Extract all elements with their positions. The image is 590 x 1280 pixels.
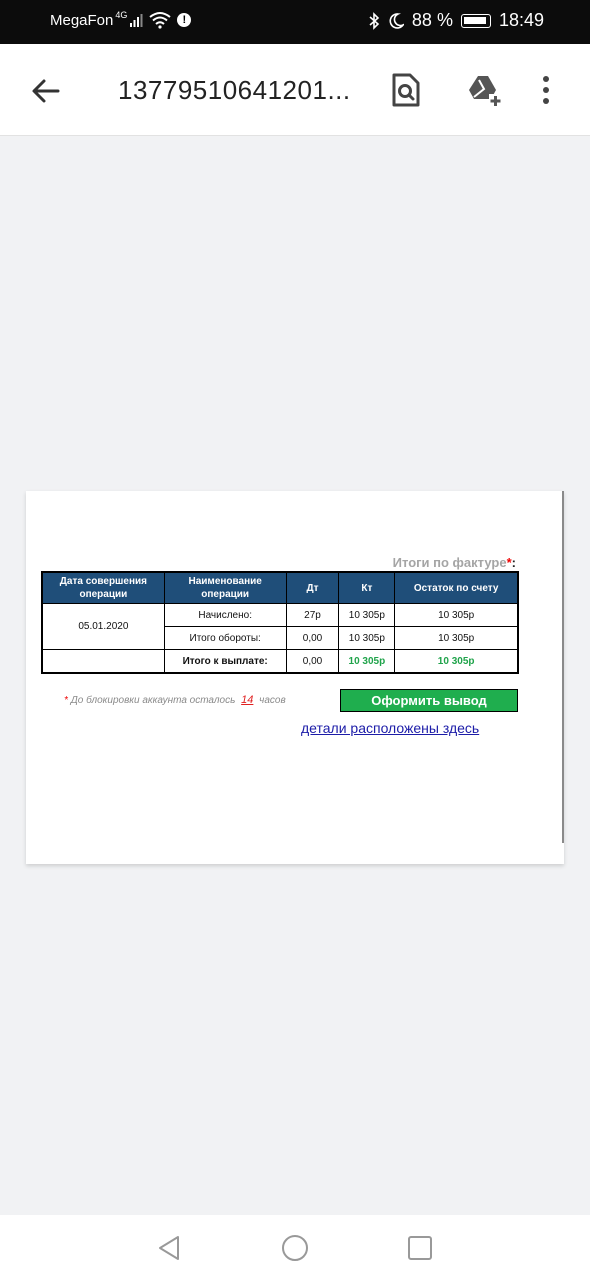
- operation-name: Начислено:: [164, 604, 286, 627]
- network-type: 4G: [115, 10, 128, 20]
- operation-date: 05.01.2020: [43, 604, 165, 650]
- status-left: [50, 11, 191, 29]
- battery-percent: 88 %: [411, 10, 453, 30]
- kt-value: 10 305р: [339, 650, 395, 673]
- bluetooth-icon: [368, 12, 380, 30]
- hours-left: 14: [241, 694, 254, 706]
- navigation-bar: [0, 1215, 590, 1280]
- battery-icon: [461, 14, 491, 28]
- invoice-totals-label: Итоги по фактуре*:: [392, 555, 516, 570]
- kt-value: 10 305р: [339, 627, 395, 650]
- dt-value: 0,00: [286, 650, 339, 673]
- kt-value: 10 305р: [339, 604, 395, 627]
- nav-back-icon[interactable]: [154, 1233, 184, 1263]
- status-bar: [0, 0, 590, 44]
- col-header-kt: Кт: [339, 573, 395, 604]
- withdraw-button[interactable]: Оформить вывод: [340, 689, 518, 712]
- invoice-table: [42, 572, 518, 673]
- table-header-row: [43, 573, 518, 604]
- operation-name: Итого обороты:: [164, 627, 286, 650]
- page-edge-line: [562, 491, 564, 843]
- table-row: [43, 604, 518, 627]
- carrier-name: MegaFon: [50, 11, 114, 29]
- wifi-icon: [149, 11, 171, 29]
- dt-value: 27р: [286, 604, 339, 627]
- file-title: 13779510641201...: [118, 75, 351, 105]
- more-vert-icon[interactable]: [536, 72, 556, 108]
- empty-date-cell: [43, 650, 165, 673]
- col-header-operation: Наименование операции: [164, 573, 286, 604]
- status-right: [368, 10, 544, 31]
- table-row: [43, 650, 518, 673]
- col-header-dt: Дт: [286, 573, 339, 604]
- balance-value: 10 305р: [395, 627, 518, 650]
- col-header-balance: Остаток по счету: [395, 573, 518, 604]
- app-bar: [0, 44, 590, 136]
- operation-name: Итого к выплате:: [164, 650, 286, 673]
- col-header-date: Дата совершения операции: [43, 573, 165, 604]
- search-document-icon[interactable]: [388, 72, 424, 108]
- signal-icon: [129, 13, 143, 27]
- alert-icon: !: [177, 13, 191, 27]
- drive-add-icon[interactable]: [466, 72, 502, 108]
- document-page: [26, 491, 564, 864]
- back-arrow-icon[interactable]: [28, 73, 64, 109]
- details-link[interactable]: детали расположены здесь: [301, 720, 480, 736]
- clock: 18:49: [498, 10, 544, 30]
- nav-recents-icon[interactable]: [405, 1233, 435, 1263]
- balance-value: 10 305р: [395, 604, 518, 627]
- nav-home-icon[interactable]: [280, 1233, 310, 1263]
- dt-value: 0,00: [286, 627, 339, 650]
- block-warning: * До блокировки аккаунта осталось 14 часов: [64, 694, 286, 706]
- moon-icon: [388, 12, 404, 30]
- balance-value: 10 305р: [395, 650, 518, 673]
